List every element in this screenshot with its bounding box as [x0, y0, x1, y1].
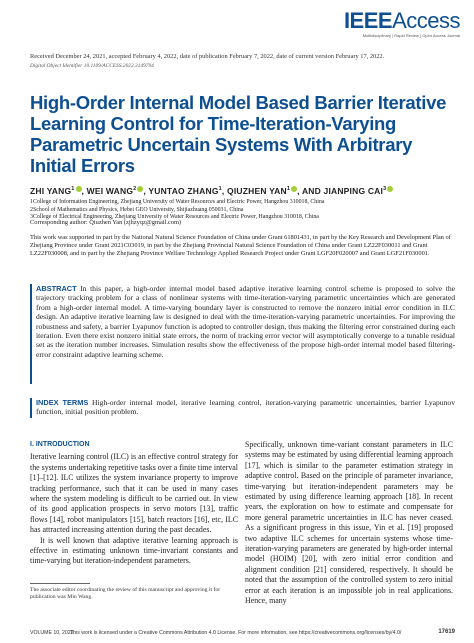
- author-affiliation-mark: 1: [286, 186, 291, 193]
- author-affiliation-mark: 2: [133, 186, 137, 193]
- intro-paragraph-3: Specifically, unknown time-variant constant parameters in ILC systems may be estimated by using differential learning approach [17], which is similar to the parameter estimation strategy in adaptive control. Based on the principle of parameter invariance, time-varying but iteration-independent parameters may be estimated by using difference learning approach [18]. In recent years, the exploration on how to estimate and compensate for more general parametric uncertainties in ILC has never ceased. As a significant progress in this issue, Yin et al. [19] proposed two adaptive ILC schemes for uncertain systems whose time-iteration-varying parameters are generated by high-order internal model (HOIM) [20], with zero initial error condition and alignment condition [21] considered, respectively. It should be noted that the assumption of the controlled system to zero initial error at each iteration is an impossible job in real applications. Hence, many: [245, 440, 453, 606]
- intro-paragraph-2: It is well known that adaptive iterative learning approach is effective in estimating unknown time-invariant constants and time-varying but iteration-independent parameters.: [30, 535, 238, 566]
- corresponding-author: Corresponding author: Qiuzhen Yan (zjhzyqz@gmail.com): [30, 219, 182, 226]
- funding-statement: This work was supported in part by the National Natural Science Foundation of China under Grant 61801431, in part by the Key Research and Development Plan of Zhejiang Province under Grant 2021C03019, in part by the Zhejiang Provincial Natural Science Foundation of China under Grant LZ22F030011 and Grant LZ22F030008, and in part by the Zhejiang Province Welfare Technology Applied Research Project under Grant LGF20F020007 and Grant LGF21F030001.: [30, 234, 451, 258]
- journal-name-bold: IEEE: [343, 8, 393, 33]
- journal-tagline: Multidisciplinary | Rapid Review | Open Access Journal: [362, 33, 460, 38]
- author-1: ZHI YANG: [30, 186, 72, 196]
- journal-logo: [344, 8, 460, 38]
- doi-line: Digital Object Identifier 10.1109/ACCESS.2022.3149794: [30, 63, 154, 69]
- author-2: WEI WANG: [86, 186, 134, 196]
- author-affiliation-mark: 1: [71, 186, 75, 193]
- author-5: AND JIANPING CAI: [301, 186, 384, 196]
- affiliation-3: 3College of Electrical Engineering, Zhejiang University of Water Resources and Electric Power, Hangzhou 310018, China: [30, 214, 319, 221]
- author-affiliation-mark: 1: [218, 186, 222, 193]
- column-left: [30, 440, 238, 567]
- index-terms-sideline: [30, 398, 32, 418]
- footnote-editor: The associate editor coordinating the review of this manuscript and approving it for publication was Min Wang.: [30, 587, 221, 600]
- orcid-icon[interactable]: [137, 186, 143, 192]
- abstract-sideline: [30, 284, 32, 384]
- intro-paragraph-1: Iterative learning control (ILC) is an effective control strategy for the systems undertaking repetitive tasks over a finite time interval [1]–[12]. ILC utilizes the system invariance property to improve tracking performance, such that it can be used in many cases where the system modeling is difficult to be carried out. In view of its good application prospects in servo motors [13], traffic flows [14], robot manipulators [15], batch reactors [16], etc, ILC has attracted increasing attention during the past decades.: [30, 452, 238, 535]
- section-heading-introduction: I. INTRODUCTION: [30, 441, 90, 448]
- footer-volume: VOLUME 10, 2022: [30, 630, 74, 636]
- index-terms-block: [30, 398, 455, 417]
- abstract-block: [30, 284, 455, 359]
- affiliation-1: 1College of Information Engineering, Zhejiang University of Water Resources and Electric Power, Hangzhou 310018, China: [30, 199, 325, 205]
- orcid-icon[interactable]: [387, 186, 393, 192]
- author-list: ZHI YANG$^1$ , WEI WANG$^2$ , YUNTAO ZHANG$^1$, QIUZHEN YAN$^1$ , AND JIANPING CAI$^3$: [30, 186, 460, 196]
- index-terms-text: High-order internal model, iterative learning control, iteration-varying parametric uncertainties, barrier Lyapunov function, initial position problem.: [36, 398, 455, 417]
- publication-dates: Received December 24, 2021, accepted February 4, 2022, date of publication February 7, 2022, date of current version February 17, 2022.: [30, 53, 385, 60]
- column-right: [245, 440, 453, 607]
- orcid-icon[interactable]: [76, 186, 82, 192]
- footer-license[interactable]: This work is licensed under a Creative Commons Attribution 4.0 License. For more information, see https://creativecommons.org/licenses/by/4.0/: [70, 630, 402, 636]
- index-terms-label: INDEX TERMS: [36, 398, 89, 407]
- page-number: 17619: [438, 629, 455, 635]
- journal-name-light: Access: [392, 8, 460, 33]
- author-3: YUNTAO ZHANG: [148, 186, 219, 196]
- affiliation-2: 2School of Mathematics and Physics, Hebei GEO University, Shijiazhuang 050031, China: [30, 206, 244, 213]
- paper-title: High-Order Internal Model Based Barrier Iterative Learning Control for Time-Iteration-Varying Parametric Uncertain Systems With Arbitrary Initial Errors: [30, 92, 447, 176]
- author-affiliation-mark: 3: [383, 186, 387, 193]
- orcid-icon[interactable]: [291, 186, 297, 192]
- abstract-label: ABSTRACT: [36, 284, 77, 293]
- footnote-rule: [30, 583, 90, 584]
- author-4: QIUZHEN YAN: [227, 186, 287, 196]
- abstract-text: In this paper, a high-order internal model based adaptive iterative learning control scheme is proposed to solve the trajectory tracking problem for a class of nonlinear systems with time-iteration-varying parametric uncertainties which are generated from a high-order internal model. A time-varying boundary layer is constructed to remove the nonzero initial error condition in ILC design. An adaptive iterative learning law is designed to deal with the time-iteration-varying parametric uncertainties. For improving the robustness and safety, a barrier Lyapunov function is adopted to controller design, thus making the filtering error constrained during each iteration. Even there exist nonzero initial state errors, the norm of tracking error vector will asymptotically converge to a tunable residual set as the iteration number increases. Simulation results show the effectiveness of the propose high-order internal model based filtering-error constraint adaptive learning scheme.: [36, 284, 455, 359]
